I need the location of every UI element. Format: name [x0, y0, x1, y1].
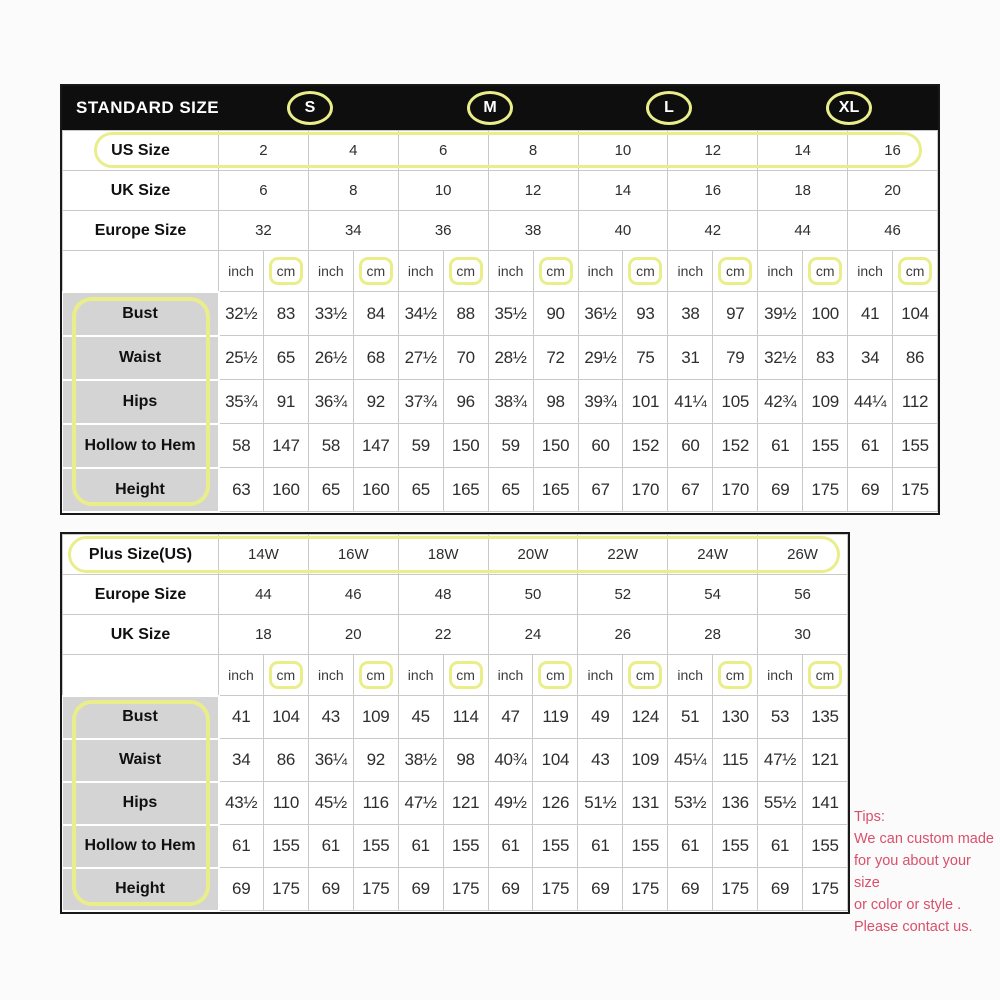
size-cell: 18W: [398, 535, 488, 575]
measure-cell: 34: [219, 739, 264, 782]
measure-label: Waist: [63, 336, 219, 380]
plus-table-grid: [62, 534, 848, 912]
measure-cell: 150: [533, 424, 578, 468]
standard-size-header: [62, 86, 938, 130]
cm-highlight-badge: cm: [269, 257, 303, 285]
size-cell: 6: [219, 171, 309, 211]
size-cell: 8: [488, 131, 578, 171]
size-cell: 16: [848, 131, 938, 171]
measure-cell: 61: [308, 825, 353, 868]
measure-label: Hips: [63, 782, 219, 825]
tips-line: Please contact us.: [854, 919, 973, 935]
measure-cell: 105: [713, 380, 758, 424]
measure-cell: 61: [219, 825, 264, 868]
size-row: [63, 575, 848, 615]
measure-cell: 104: [533, 739, 578, 782]
cm-highlight-badge: cm: [628, 661, 662, 689]
measure-cell: 121: [443, 782, 488, 825]
measure-cell: 92: [353, 739, 398, 782]
measure-cell: 104: [893, 292, 938, 336]
row-label: US Size: [63, 131, 219, 171]
measure-cell: 65: [398, 468, 443, 512]
measure-cell: 126: [533, 782, 578, 825]
unit-cm-cell: [893, 251, 938, 292]
measure-cell: 93: [623, 292, 668, 336]
measure-label: Hollow to Hem: [63, 825, 219, 868]
measure-cell: 59: [398, 424, 443, 468]
measure-label: Hips: [63, 380, 219, 424]
measure-cell: 97: [713, 292, 758, 336]
unit-cm-cell: [353, 655, 398, 696]
measure-cell: 155: [803, 424, 848, 468]
size-cell: 52: [578, 575, 668, 615]
measure-cell: 175: [803, 468, 848, 512]
cm-highlight-badge: cm: [808, 661, 842, 689]
unit-row: [63, 655, 848, 696]
unit-inch-cell: inch: [219, 655, 264, 696]
measure-cell: 152: [623, 424, 668, 468]
measure-cell: 35¾: [219, 380, 264, 424]
size-cell: 50: [488, 575, 578, 615]
size-cell: 56: [758, 575, 848, 615]
size-badge-xl: XL: [826, 91, 872, 125]
size-cell: 46: [308, 575, 398, 615]
measure-cell: 67: [668, 468, 713, 512]
unit-cm-cell: [533, 655, 578, 696]
size-cell: 12: [668, 131, 758, 171]
measure-cell: 49½: [488, 782, 533, 825]
size-badge-m: M: [467, 91, 513, 125]
cm-highlight-badge: cm: [538, 661, 572, 689]
tips-title: Tips:: [854, 809, 885, 825]
measure-cell: 68: [353, 336, 398, 380]
measure-cell: 175: [533, 868, 578, 911]
measure-cell: 32½: [758, 336, 803, 380]
size-cell: 32: [219, 211, 309, 251]
row-label: Europe Size: [63, 211, 219, 251]
cm-highlight-badge: cm: [539, 257, 573, 285]
unit-cm-cell: [623, 655, 668, 696]
unit-row-label: [63, 655, 219, 696]
size-cell: 48: [398, 575, 488, 615]
measure-cell: 165: [533, 468, 578, 512]
measure-cell: 60: [668, 424, 713, 468]
measure-cell: 112: [893, 380, 938, 424]
measure-cell: 175: [623, 868, 668, 911]
unit-cm-cell: [713, 655, 758, 696]
size-cell: 22: [398, 615, 488, 655]
measure-cell: 175: [353, 868, 398, 911]
measure-cell: 47½: [758, 739, 803, 782]
measure-cell: 152: [713, 424, 758, 468]
size-cell: 2: [219, 131, 309, 171]
size-cell: 16W: [308, 535, 398, 575]
unit-cm-cell: [802, 655, 847, 696]
row-label: UK Size: [63, 171, 219, 211]
measure-cell: 43: [578, 739, 623, 782]
unit-inch-cell: inch: [668, 655, 713, 696]
measure-cell: 130: [713, 696, 758, 739]
size-cell: 14: [758, 131, 848, 171]
tips-line: or color or style .: [854, 897, 962, 913]
measure-cell: 47: [488, 696, 533, 739]
measure-cell: 31: [668, 336, 713, 380]
size-row: [63, 615, 848, 655]
measure-cell: 175: [713, 868, 758, 911]
size-cell: 14: [578, 171, 668, 211]
unit-inch-cell: inch: [308, 655, 353, 696]
cm-highlight-badge: cm: [718, 661, 752, 689]
size-cell: 38: [488, 211, 578, 251]
measure-cell: 69: [578, 868, 623, 911]
measure-cell: 109: [353, 696, 398, 739]
measure-cell: 69: [488, 868, 533, 911]
measure-cell: 53: [758, 696, 803, 739]
measure-cell: 45: [398, 696, 443, 739]
measure-cell: 53½: [668, 782, 713, 825]
measure-cell: 124: [623, 696, 668, 739]
measure-cell: 51: [668, 696, 713, 739]
measure-cell: 42¾: [758, 380, 803, 424]
measure-cell: 58: [219, 424, 264, 468]
unit-inch-cell: inch: [488, 655, 533, 696]
measure-cell: 41¼: [668, 380, 713, 424]
measure-cell: 147: [263, 424, 308, 468]
measure-cell: 61: [758, 825, 803, 868]
unit-cm-cell: [533, 251, 578, 292]
measure-cell: 44¼: [848, 380, 893, 424]
measure-cell: 175: [263, 868, 308, 911]
unit-cm-cell: [443, 655, 488, 696]
measure-cell: 39½: [758, 292, 803, 336]
measure-cell: 83: [263, 292, 308, 336]
measure-cell: 63: [219, 468, 264, 512]
measure-cell: 101: [623, 380, 668, 424]
measure-cell: 36¾: [308, 380, 353, 424]
tips-line: for you about your size: [854, 853, 971, 891]
cm-highlight-badge: cm: [269, 661, 303, 689]
measure-label: Hollow to Hem: [63, 424, 219, 468]
measure-row: [63, 825, 848, 868]
size-cell: 22W: [578, 535, 668, 575]
unit-row-label: [63, 251, 219, 292]
measure-cell: 160: [353, 468, 398, 512]
size-cell: 46: [848, 211, 938, 251]
measure-cell: 59: [488, 424, 533, 468]
cm-highlight-badge: cm: [898, 257, 932, 285]
measure-cell: 37¾: [398, 380, 443, 424]
measure-label: Height: [63, 468, 219, 512]
size-cell: 36: [398, 211, 488, 251]
size-cell: 24: [488, 615, 578, 655]
measure-label: Height: [63, 868, 219, 911]
measure-cell: 119: [533, 696, 578, 739]
size-row: [63, 131, 938, 171]
measure-cell: 75: [623, 336, 668, 380]
measure-cell: 65: [488, 468, 533, 512]
unit-inch-cell: inch: [219, 251, 264, 292]
measure-cell: 45¼: [668, 739, 713, 782]
measure-cell: 72: [533, 336, 578, 380]
measure-cell: 88: [443, 292, 488, 336]
measure-cell: 155: [893, 424, 938, 468]
measure-cell: 25½: [219, 336, 264, 380]
measure-cell: 70: [443, 336, 488, 380]
measure-cell: 86: [893, 336, 938, 380]
plus-size-table: [60, 532, 850, 914]
measure-row: [63, 336, 938, 380]
measure-cell: 60: [578, 424, 623, 468]
size-cell: 20: [848, 171, 938, 211]
size-cell: 44: [758, 211, 848, 251]
unit-cm-cell: [443, 251, 488, 292]
measure-cell: 135: [802, 696, 847, 739]
measure-cell: 38: [668, 292, 713, 336]
size-cell: 18: [758, 171, 848, 211]
measure-cell: 160: [263, 468, 308, 512]
unit-inch-cell: inch: [398, 655, 443, 696]
measure-cell: 69: [308, 868, 353, 911]
measure-row: [63, 468, 938, 512]
measure-cell: 110: [263, 782, 308, 825]
size-cell: 18: [219, 615, 309, 655]
measure-cell: 98: [443, 739, 488, 782]
measure-cell: 116: [353, 782, 398, 825]
measure-cell: 69: [668, 868, 713, 911]
cm-highlight-badge: cm: [359, 661, 393, 689]
measure-cell: 155: [263, 825, 308, 868]
measure-cell: 155: [623, 825, 668, 868]
size-cell: 10: [398, 171, 488, 211]
cm-highlight-badge: cm: [718, 257, 752, 285]
measure-cell: 26½: [308, 336, 353, 380]
unit-cm-cell: [623, 251, 668, 292]
measure-cell: 34½: [398, 292, 443, 336]
measure-cell: 109: [623, 739, 668, 782]
unit-inch-cell: inch: [308, 251, 353, 292]
measure-cell: 147: [353, 424, 398, 468]
measure-cell: 150: [443, 424, 488, 468]
measure-label: Bust: [63, 292, 219, 336]
measure-cell: 69: [758, 468, 803, 512]
size-cell: 20: [308, 615, 398, 655]
standard-table-grid: [62, 130, 938, 513]
standard-size-table: [60, 84, 940, 515]
measure-cell: 41: [848, 292, 893, 336]
measure-cell: 114: [443, 696, 488, 739]
unit-inch-cell: inch: [668, 251, 713, 292]
measure-cell: 38¾: [488, 380, 533, 424]
measure-cell: 34: [848, 336, 893, 380]
size-cell: 34: [308, 211, 398, 251]
measure-cell: 90: [533, 292, 578, 336]
measure-cell: 61: [488, 825, 533, 868]
measure-cell: 69: [219, 868, 264, 911]
size-badge-s: S: [287, 91, 333, 125]
measure-row: [63, 292, 938, 336]
measure-cell: 39¾: [578, 380, 623, 424]
unit-inch-cell: inch: [758, 251, 803, 292]
unit-cm-cell: [713, 251, 758, 292]
measure-cell: 49: [578, 696, 623, 739]
size-cell: 16: [668, 171, 758, 211]
measure-cell: 69: [398, 868, 443, 911]
measure-cell: 98: [533, 380, 578, 424]
measure-cell: 65: [263, 336, 308, 380]
cm-highlight-badge: cm: [628, 257, 662, 285]
measure-cell: 36½: [578, 292, 623, 336]
measure-label: Bust: [63, 696, 219, 739]
measure-cell: 32½: [219, 292, 264, 336]
measure-cell: 100: [803, 292, 848, 336]
measure-cell: 61: [848, 424, 893, 468]
measure-cell: 155: [802, 825, 847, 868]
measure-cell: 96: [443, 380, 488, 424]
unit-inch-cell: inch: [398, 251, 443, 292]
measure-cell: 91: [263, 380, 308, 424]
measure-cell: 104: [263, 696, 308, 739]
measure-cell: 38½: [398, 739, 443, 782]
measure-cell: 121: [802, 739, 847, 782]
measure-cell: 61: [668, 825, 713, 868]
measure-cell: 155: [353, 825, 398, 868]
measure-cell: 83: [803, 336, 848, 380]
size-cell: 10: [578, 131, 668, 171]
measure-cell: 58: [308, 424, 353, 468]
size-cell: 30: [758, 615, 848, 655]
unit-cm-cell: [803, 251, 848, 292]
measure-cell: 155: [713, 825, 758, 868]
measure-row: [63, 424, 938, 468]
measure-cell: 61: [758, 424, 803, 468]
size-cell: 12: [488, 171, 578, 211]
size-row: [63, 211, 938, 251]
size-row: [63, 535, 848, 575]
measure-cell: 28½: [488, 336, 533, 380]
size-cell: 28: [668, 615, 758, 655]
measure-cell: 92: [353, 380, 398, 424]
measure-cell: 51½: [578, 782, 623, 825]
measure-row: [63, 782, 848, 825]
measure-cell: 35½: [488, 292, 533, 336]
size-cell: 26W: [758, 535, 848, 575]
measure-cell: 136: [713, 782, 758, 825]
unit-inch-cell: inch: [488, 251, 533, 292]
measure-cell: 67: [578, 468, 623, 512]
size-cell: 54: [668, 575, 758, 615]
measure-cell: 170: [623, 468, 668, 512]
measure-cell: 165: [443, 468, 488, 512]
size-cell: 26: [578, 615, 668, 655]
measure-cell: 43½: [219, 782, 264, 825]
size-cell: 20W: [488, 535, 578, 575]
unit-cm-cell: [263, 655, 308, 696]
measure-cell: 69: [848, 468, 893, 512]
tips-line: We can custom made: [854, 831, 994, 847]
measure-cell: 65: [308, 468, 353, 512]
measure-row: [63, 696, 848, 739]
size-cell: 14W: [219, 535, 309, 575]
custom-made-tips: [854, 806, 1000, 938]
measure-cell: 36¼: [308, 739, 353, 782]
measure-cell: 55½: [758, 782, 803, 825]
measure-cell: 170: [713, 468, 758, 512]
cm-highlight-badge: cm: [449, 257, 483, 285]
unit-row: [63, 251, 938, 292]
measure-cell: 175: [802, 868, 847, 911]
measure-cell: 61: [398, 825, 443, 868]
measure-cell: 175: [443, 868, 488, 911]
measure-cell: 155: [533, 825, 578, 868]
measure-label: Waist: [63, 739, 219, 782]
measure-row: [63, 868, 848, 911]
measure-row: [63, 739, 848, 782]
measure-cell: 79: [713, 336, 758, 380]
row-label: UK Size: [63, 615, 219, 655]
size-cell: 24W: [668, 535, 758, 575]
unit-inch-cell: inch: [578, 655, 623, 696]
size-badge-l: L: [646, 91, 692, 125]
measure-cell: 69: [758, 868, 803, 911]
row-label: Europe Size: [63, 575, 219, 615]
measure-cell: 109: [803, 380, 848, 424]
size-cell: 44: [219, 575, 309, 615]
measure-cell: 45½: [308, 782, 353, 825]
measure-cell: 33½: [308, 292, 353, 336]
measure-cell: 47½: [398, 782, 443, 825]
measure-cell: 175: [893, 468, 938, 512]
measure-cell: 40¾: [488, 739, 533, 782]
unit-inch-cell: inch: [578, 251, 623, 292]
size-cell: 4: [308, 131, 398, 171]
measure-cell: 155: [443, 825, 488, 868]
measure-cell: 41: [219, 696, 264, 739]
size-cell: 40: [578, 211, 668, 251]
size-cell: 8: [308, 171, 398, 211]
unit-inch-cell: inch: [848, 251, 893, 292]
size-row: [63, 171, 938, 211]
unit-cm-cell: [353, 251, 398, 292]
row-label: Plus Size(US): [63, 535, 219, 575]
cm-highlight-badge: cm: [449, 661, 483, 689]
measure-row: [63, 380, 938, 424]
measure-cell: 141: [802, 782, 847, 825]
measure-cell: 131: [623, 782, 668, 825]
size-cell: 42: [668, 211, 758, 251]
cm-highlight-badge: cm: [359, 257, 393, 285]
measure-cell: 84: [353, 292, 398, 336]
unit-inch-cell: inch: [758, 655, 803, 696]
size-cell: 6: [398, 131, 488, 171]
measure-cell: 115: [713, 739, 758, 782]
measure-cell: 86: [263, 739, 308, 782]
measure-cell: 29½: [578, 336, 623, 380]
measure-cell: 27½: [398, 336, 443, 380]
measure-cell: 61: [578, 825, 623, 868]
measure-cell: 43: [308, 696, 353, 739]
cm-highlight-badge: cm: [808, 257, 842, 285]
standard-size-title: STANDARD SIZE: [76, 98, 220, 117]
unit-cm-cell: [263, 251, 308, 292]
